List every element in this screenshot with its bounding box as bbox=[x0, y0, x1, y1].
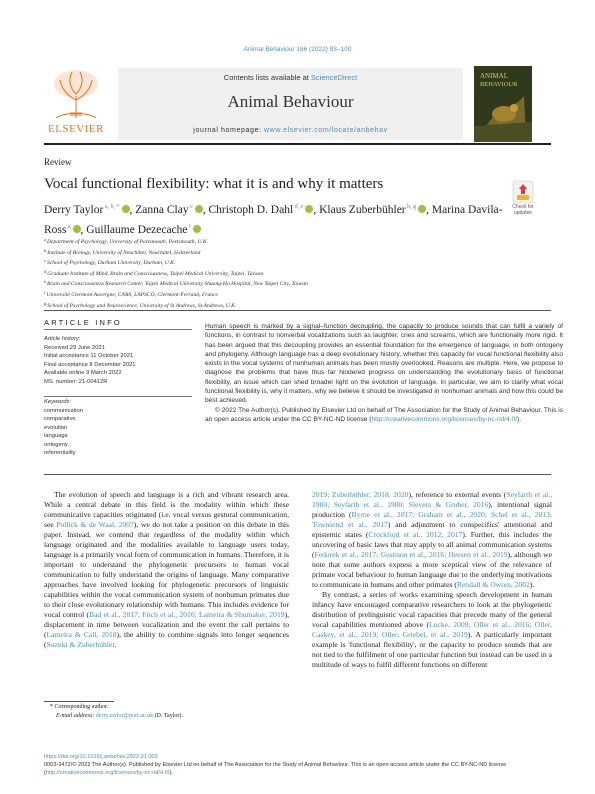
keyword: communication bbox=[44, 407, 83, 414]
affiliation-key: d bbox=[44, 268, 47, 274]
history-item: Available online 9 March 2022 bbox=[44, 370, 122, 376]
author-name[interactable]: Christoph D. Dahl bbox=[208, 204, 294, 216]
author-name[interactable]: Marina Davila-Ross bbox=[44, 204, 503, 236]
citation-link[interactable]: Bad et al., 2017; Fitch et al., 2016; Lameira & Shumaker, 2019 bbox=[89, 610, 285, 619]
abstract-copyright bbox=[205, 406, 563, 425]
author-affiliation-marker[interactable]: d, e bbox=[293, 204, 304, 210]
author-name[interactable]: Klaus Zuberbühler bbox=[319, 204, 406, 216]
affiliation-key: f bbox=[44, 289, 46, 295]
citation-link[interactable]: Pollick & de Waal, 2007 bbox=[56, 520, 134, 529]
email-suffix: (D. Taylor). bbox=[153, 712, 183, 719]
history-item: MS. number: 21-00412R bbox=[44, 378, 108, 385]
affiliation bbox=[44, 236, 544, 247]
abstract-text: Human speech is marked by a signal–function decoupling, the capacity to produce sounds that can fulfil a variety of functions, in contrast to nonverbal vocalizations such as laughter, cries and screams, which are functionally more rigid. It has been argued that this decoupling provides an essential foundation for the emergence of language, in both ontogeny and phylogeny. Although language has a deep evolutionary history, whether this capacity for vocal functional flexibility also exists in the vocal systems of nonhuman animals has been mostly overlooked. Reasons are multiple. Here, we propose to diagnose the problems that have thus far hindered progress on understanding the evolutionary basis of functional flexibility, an issue which can shed broader light on the evolution of language. In particular, we aim to clarify what vocal functional flexibility is, why it matters, why we believe it should be investigated in nonhuman animals and how this could be best achieved. bbox=[205, 323, 563, 405]
keyword: evolution bbox=[44, 424, 68, 431]
author[interactable] bbox=[44, 204, 130, 216]
citation-link[interactable]: Suzuki & Zuberbühler, bbox=[46, 640, 117, 649]
copyright-text: © 2022 The Author(s). Published by Elsevier Ltd on behalf of The Association for the Study of Animal Behaviour. This is an open access article under the CC BY-NC-ND license ( bbox=[205, 406, 563, 423]
author-affiliation-marker[interactable]: a bbox=[66, 224, 71, 230]
affiliation-text: School of Psychology and Neuroscience, University of St Andrews, St Andrews, U.K. bbox=[47, 302, 237, 309]
keyword: ontogeny bbox=[44, 441, 68, 448]
bottom-license-line bbox=[44, 762, 564, 778]
author-name[interactable]: Derry Taylor bbox=[44, 204, 104, 216]
author[interactable] bbox=[135, 204, 203, 216]
affiliation-text: Université Clermont Auvergne, CNRS, LAPSCO, Clermont-Ferrand, France bbox=[46, 291, 219, 298]
cover-title-line1: ANIMAL bbox=[480, 72, 508, 80]
author-separator: , bbox=[202, 204, 209, 216]
affiliation-key: g bbox=[44, 300, 47, 306]
keyword: comparative bbox=[44, 416, 76, 422]
author[interactable] bbox=[86, 224, 201, 236]
check-for-updates-label[interactable]: Check for updates bbox=[512, 204, 534, 216]
author-affiliation-marker[interactable]: b, g bbox=[405, 204, 417, 210]
body-text: ), displacement in time between vocalization and the event the call pertains to ( bbox=[44, 610, 289, 639]
citation-link[interactable]: Rendall & Owren, 2002 bbox=[456, 580, 530, 589]
affiliation-text: School of Psychology, Durham University, Durham, U.K. bbox=[47, 260, 176, 267]
affiliation bbox=[44, 268, 544, 279]
history-label: Article history: bbox=[44, 336, 81, 342]
history-item: Initial acceptance 11 October 2021 bbox=[44, 353, 134, 359]
author-affiliation-marker[interactable]: f bbox=[187, 224, 192, 230]
bottom-license-suffix: ). bbox=[169, 769, 173, 776]
copyright-end: ). bbox=[517, 415, 522, 423]
affiliation bbox=[44, 257, 544, 268]
body-text: By contrast, a series of works examining speech development in human infancy have encouraged comparative researchers to look at the phylogenetic distribution of prelinguistic vocal capacities that precede many of the general vocal capabilities mentioned above ( bbox=[312, 590, 552, 629]
homepage-prefix: journal homepage: bbox=[193, 127, 265, 134]
article-info-heading: ARTICLE INFO bbox=[44, 318, 122, 327]
bottom-matter bbox=[44, 754, 564, 777]
affiliation-key: e bbox=[44, 279, 46, 285]
journal-citation[interactable]: Animal Behaviour 186 (2022) 93–100 bbox=[243, 46, 352, 53]
journal-cover-image[interactable] bbox=[474, 66, 532, 142]
author-separator: , bbox=[80, 224, 87, 236]
keywords-label: Keywords: bbox=[44, 399, 72, 405]
body-paragraph bbox=[312, 490, 552, 590]
check-for-updates-icon[interactable] bbox=[512, 180, 534, 204]
history-rule bbox=[44, 396, 192, 397]
body-text: The evolution of speech and language is a rich and vibrant research area. While a central debate in this field is the modality within which these communicative capacities originated (i.e. vocal versus gestural communication, see bbox=[44, 490, 289, 529]
author[interactable] bbox=[319, 204, 426, 216]
orcid-icon[interactable] bbox=[195, 205, 203, 213]
body-text: ), reference to external events ( bbox=[408, 490, 507, 499]
body-text: ) and adjustment to conspecifics' attentional and epistemic states ( bbox=[312, 520, 553, 539]
doi-link[interactable]: https://doi.org/10.1016/j.anbehav.2022.01.003 bbox=[44, 754, 158, 760]
affiliation-text: Brain and Consciousness Research Center, Taipei Medical University Shuang-Ho Hospital, New Taipei City, Taiwan bbox=[47, 281, 308, 288]
affiliation-text: Department of Psychology, University of Portsmouth, Portsmouth, U.K. bbox=[47, 239, 208, 245]
orcid-icon[interactable] bbox=[193, 225, 201, 233]
author-separator: , bbox=[426, 204, 432, 216]
homepage-link[interactable]: www.elsevier.com/locate/anbehav bbox=[264, 127, 388, 134]
body-column-right bbox=[312, 490, 552, 670]
history-item: Received 29 June 2021 bbox=[44, 344, 105, 351]
citation-link[interactable]: Crockford et al., 2012, 2017 bbox=[368, 530, 463, 539]
citation-link[interactable]: Locke, 2009; Oller et al., 2016; Oller, Caskey, et al., 2019; Oller, Griebel, et al., 2019 bbox=[312, 620, 552, 639]
orcid-icon[interactable] bbox=[73, 225, 81, 233]
elsevier-logo[interactable] bbox=[44, 66, 108, 138]
citation-link[interactable]: Seyfarth et al., 1980; Seyfarth et al., 1980; Slevers & Gruber, 2016 bbox=[312, 490, 552, 509]
author-name[interactable]: Zanna Clay bbox=[135, 204, 189, 216]
author-separator: , bbox=[129, 204, 136, 216]
keyword: referentiality bbox=[44, 450, 76, 456]
keyword-list bbox=[44, 398, 194, 458]
body-text: ). bbox=[529, 580, 535, 589]
journal-title[interactable]: Animal Behaviour bbox=[227, 92, 354, 111]
author-separator: , bbox=[313, 204, 320, 216]
author-affiliation-marker[interactable]: a, b, * bbox=[103, 204, 120, 210]
body-text: ), intentional signal production ( bbox=[312, 500, 552, 519]
citation-link[interactable]: Fedurek et al., 2017; Gustison et al., 2016; Heesen et al., 2019 bbox=[314, 550, 508, 559]
history-item: Final acceptance 8 December 2021 bbox=[44, 361, 136, 368]
body-column-left bbox=[44, 490, 289, 650]
affiliation-key: a bbox=[44, 237, 46, 242]
affiliation-rule bbox=[44, 310, 551, 311]
footnote-rule bbox=[44, 701, 114, 702]
footnote-marker: * Corresponding author. bbox=[50, 704, 109, 710]
footnote-email-line bbox=[50, 712, 183, 721]
email-link[interactable]: derry.taylor@port.ac.uk bbox=[95, 712, 154, 719]
body-text: ), the ability to combine signals into longer sequences ( bbox=[44, 630, 289, 649]
keyword: language bbox=[44, 433, 68, 439]
citation-link[interactable]: Byrne et al., 2017; Graham et al., 2020; Schel et al., 2013; Townsend et al., 2017 bbox=[312, 510, 553, 529]
affiliation bbox=[44, 278, 544, 289]
affiliation bbox=[44, 289, 544, 300]
article-type: Review bbox=[44, 157, 72, 167]
email-label: E-mail address: bbox=[56, 712, 96, 719]
cover-title-line2: BEHAVIOUR bbox=[480, 81, 518, 88]
author[interactable] bbox=[209, 204, 314, 216]
body-text: ), although we note that some authors express a more sceptical view of the relevance of primate vocal behaviour to human language due to the underlying motivations to communicate in humans and other primates ( bbox=[312, 550, 552, 589]
orcid-icon[interactable] bbox=[418, 205, 426, 213]
body-paragraph bbox=[44, 490, 289, 650]
bottom-license-text: 0003-3472/© 2022 The Author(s). Published by Elsevier Ltd on behalf of The Association for the Study of Animal Behaviour. This is an open access article under the CC BY-NC-ND license ( bbox=[44, 761, 507, 776]
affiliation-key: b bbox=[44, 247, 47, 253]
affiliation-text: Institute of Biology, University of Neuchâtel, Neuchâtel, Switzerland bbox=[47, 249, 201, 256]
journal-homepage-line bbox=[118, 127, 463, 134]
author-name[interactable]: Guillaume Dezecache bbox=[86, 224, 188, 236]
affiliation-list bbox=[44, 236, 544, 310]
affiliation-text: Graduate Institute of Mind, Brain and Consciousness, Taipei Medical University, Taipei, Taiwan bbox=[47, 270, 264, 277]
corresponding-author-footnote bbox=[50, 703, 183, 720]
bottom-license-link[interactable]: http://creativecommons.org/licenses/by-nc-nd/4.0/ bbox=[45, 769, 170, 776]
abstract-bottom-rule bbox=[44, 474, 551, 475]
sciencedirect-link[interactable]: ScienceDirect bbox=[310, 73, 358, 82]
article-history bbox=[44, 335, 194, 386]
affiliation bbox=[44, 300, 544, 311]
license-link[interactable]: http://creativecommons.org/licenses/by-nc-nd/4.0/ bbox=[371, 415, 518, 423]
affiliation-key: c bbox=[44, 258, 46, 264]
body-paragraph bbox=[312, 590, 552, 670]
orcid-icon[interactable] bbox=[122, 205, 130, 213]
body-text: ), we do not take a position on this debate in this paper. Instead, we contend that regardless of the modality within which language originated and the modalities available to language users today, language is a primarily vocal form of communication in humans. Therefore, it is important to understand the phylogenetic precursors to human vocal communication to fully understand the origins of language. Many comparative approaches have involved looking for phylogenetic precursors of linguistic capabilities within the vocal communication system of nonhuman primates due to their close evolutionary relationship with humans. This includes evidence for vocal control ( bbox=[44, 520, 289, 619]
author-list bbox=[44, 199, 504, 239]
article-info-rule bbox=[44, 329, 192, 330]
citation-link[interactable]: Lameira & Call, 2018 bbox=[46, 630, 117, 639]
header-rule-top bbox=[44, 143, 551, 145]
author-affiliation-marker[interactable]: c bbox=[188, 204, 193, 210]
elsevier-wordmark: ELSEVIER bbox=[48, 123, 104, 135]
contents-available-line bbox=[118, 73, 463, 82]
citation-link[interactable]: 2019; Zuberbühler, 2018, 2020 bbox=[312, 490, 409, 499]
contents-prefix: Contents lists available at bbox=[223, 73, 311, 82]
article-title: Vocal functional flexibility: what it is and why it matters bbox=[44, 176, 384, 192]
affiliation bbox=[44, 247, 544, 258]
body-text: ). Further, this includes the uncovering of basic laws that may apply to all animal communication systems ( bbox=[312, 530, 553, 559]
abstract bbox=[205, 322, 563, 424]
cover-artwork bbox=[474, 66, 532, 142]
body-text: ). A particularly important example is 'functional flexibility', or the capacity to produce sounds that are not tied to the fulfilment of one particular function but instead can be used in a multitude of ways to fulfil different functions on different bbox=[312, 630, 552, 669]
